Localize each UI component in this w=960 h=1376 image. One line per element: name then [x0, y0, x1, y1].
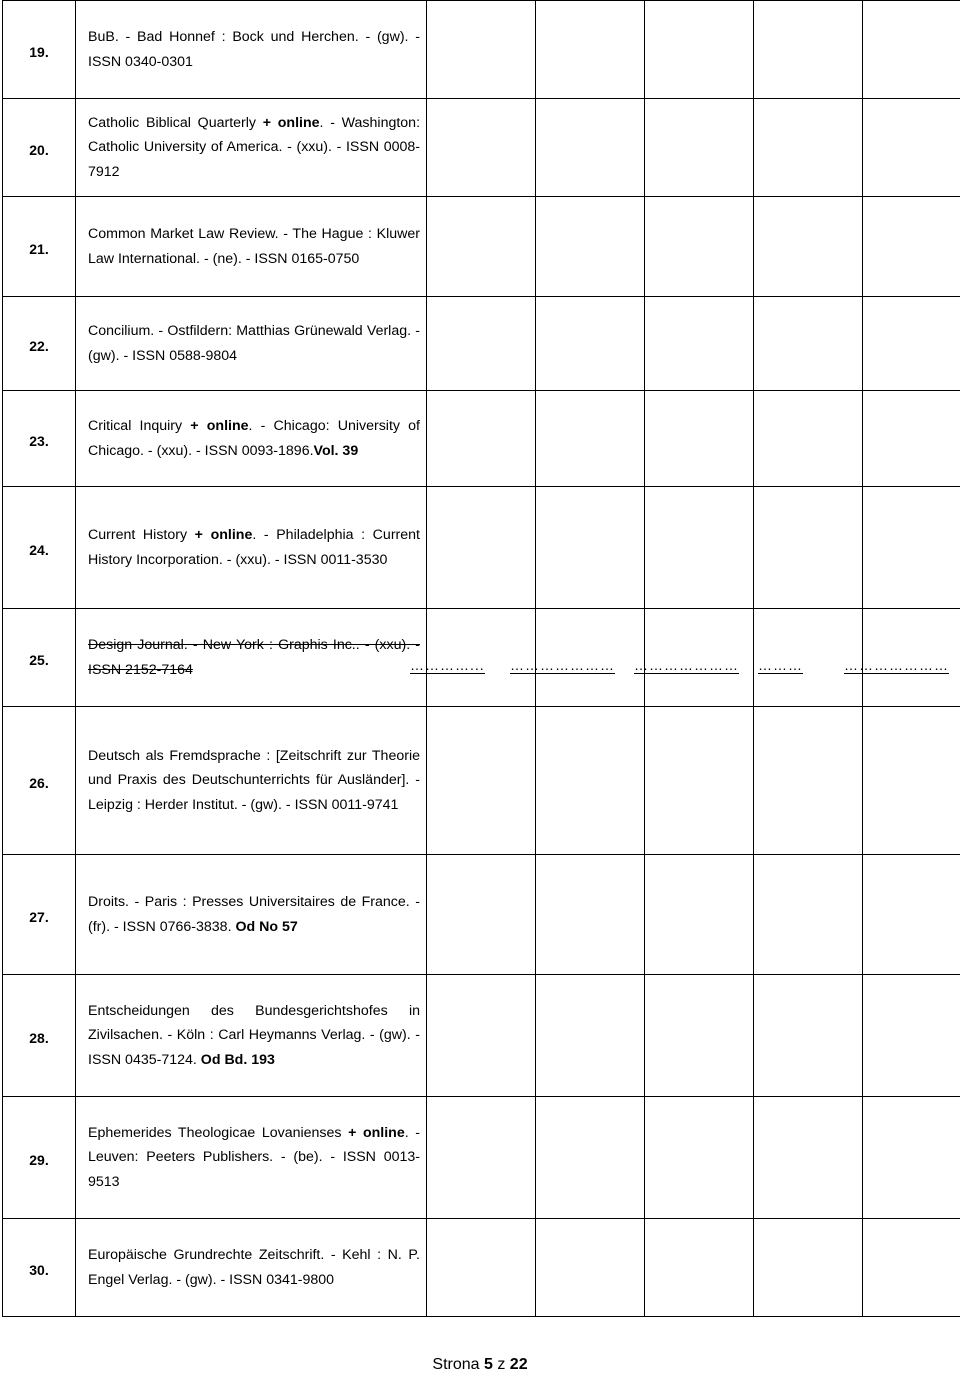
blank-cell [536, 1, 645, 99]
entry-text: Concilium. - Ostfildern: Matthias Grünewald Verlag. - (gw). - ISSN 0588-9804 [88, 323, 420, 364]
blank-cell [754, 1, 863, 99]
blank-cell [645, 1, 754, 99]
blank-cell [427, 707, 536, 855]
entry-text: Ephemerides Theologicae Lovanienses [88, 1125, 349, 1142]
blank-cell [754, 487, 863, 609]
table-row [3, 707, 960, 855]
entry-description [76, 99, 427, 197]
blank-cell [427, 197, 536, 297]
blank-cell [536, 487, 645, 609]
blank-cell [863, 1097, 960, 1219]
dotted-fill-line: ………………… [634, 657, 739, 673]
entry-text: Current History [88, 527, 195, 544]
entry-text: Europäische Grundrechte Zeitschrift. - Kehl : N. P. Engel Verlag. - (gw). - ISSN 0341-9800 [88, 1247, 420, 1288]
entry-text: . - Philadelphia : Current History Incorporation. - (xxu). - ISSN 0011-3530 [88, 527, 420, 568]
entry-text: Droits. - Paris : Presses Universitaires de France. - (fr). - ISSN 0766-3838. [88, 894, 420, 935]
blank-cell [863, 1219, 960, 1317]
entry-number: 24. [3, 487, 76, 609]
page-footer [0, 1356, 960, 1374]
blank-cell [536, 297, 645, 391]
blank-cell [863, 975, 960, 1097]
entry-description [76, 1219, 427, 1317]
blank-cell [863, 609, 960, 707]
blank-cell [645, 609, 754, 707]
blank-cell [645, 975, 754, 1097]
blank-cell [863, 99, 960, 197]
table-row [3, 391, 960, 487]
table-row [3, 487, 960, 609]
blank-cell [427, 609, 536, 707]
blank-cell [427, 99, 536, 197]
entry-number: 25. [3, 609, 76, 707]
footer-total-pages: 22 [509, 1356, 528, 1373]
table-row [3, 975, 960, 1097]
blank-cell [863, 487, 960, 609]
entry-bold-text: Od Bd. 193 [200, 1051, 275, 1068]
entry-text: Critical Inquiry [88, 418, 191, 435]
entry-description [76, 297, 427, 391]
entry-number: 29. [3, 1097, 76, 1219]
entry-description [76, 855, 427, 975]
blank-cell [536, 1219, 645, 1317]
table-row [3, 1097, 960, 1219]
entry-description [76, 609, 427, 707]
footer-prefix: Strona [432, 1356, 484, 1373]
entry-description [76, 197, 427, 297]
blank-cell [427, 297, 536, 391]
dotted-fill-line: ……… [758, 657, 803, 673]
blank-cell [427, 1, 536, 99]
blank-cell [863, 391, 960, 487]
blank-cell [754, 855, 863, 975]
dotted-fill-line: …………... [410, 657, 485, 673]
entry-description [76, 975, 427, 1097]
blank-cell [645, 391, 754, 487]
entry-bold-text: + online [194, 527, 253, 544]
entry-text: . - Leuven: Peeters Publishers. - (be). - ISSN 0013-9513 [88, 1125, 420, 1190]
footer-middle: z [492, 1356, 510, 1373]
entry-text: . - Chicago: University of Chicago. - (xxu). - ISSN 0093-1896. [88, 418, 420, 459]
entry-number: 23. [3, 391, 76, 487]
entry-text: Catholic Biblical Quarterly [88, 115, 263, 132]
entry-text: Deutsch als Fremdsprache : [Zeitschrift zur Theorie und Praxis des Deutschunterrichts für Ausländer]. - Leipzig : Herder Institut. - (gw). - ISSN 0011-9741 [88, 748, 420, 813]
blank-cell [645, 707, 754, 855]
entry-number: 27. [3, 855, 76, 975]
entry-bold-text: Vol. 39 [313, 442, 359, 459]
blank-cell [754, 609, 863, 707]
blank-cell [863, 855, 960, 975]
entry-bold-text: + online [262, 115, 320, 132]
blank-cell [754, 1097, 863, 1219]
blank-cell [645, 99, 754, 197]
blank-cell [536, 975, 645, 1097]
blank-cell [536, 1097, 645, 1219]
entry-bold-text: + online [348, 1125, 405, 1142]
footer-current-page: 5 [484, 1356, 493, 1373]
entry-description [76, 707, 427, 855]
blank-cell [427, 855, 536, 975]
blank-cell [754, 99, 863, 197]
blank-cell [427, 1097, 536, 1219]
entry-description [76, 487, 427, 609]
entry-text: . - Washington: Catholic University of America. - (xxu). - ISSN 0008-7912 [88, 115, 421, 180]
blank-cell [427, 391, 536, 487]
table-row [3, 297, 960, 391]
blank-cell [645, 1097, 754, 1219]
blank-cell [645, 197, 754, 297]
entry-number: 21. [3, 197, 76, 297]
dotted-fill-line: ………………… [510, 657, 615, 673]
entry-description [76, 391, 427, 487]
blank-cell [427, 975, 536, 1097]
journal-table [2, 0, 960, 1317]
entry-number: 22. [3, 297, 76, 391]
blank-cell [754, 1219, 863, 1317]
blank-cell [645, 297, 754, 391]
entry-number: 20. [3, 99, 76, 197]
blank-cell [863, 707, 960, 855]
blank-cell [427, 1219, 536, 1317]
table-row [3, 855, 960, 975]
blank-cell [754, 391, 863, 487]
blank-cell [754, 707, 863, 855]
blank-cell [536, 99, 645, 197]
blank-cell [645, 1219, 754, 1317]
blank-cell [536, 707, 645, 855]
entry-text: Common Market Law Review. - The Hague : Kluwer Law International. - (ne). - ISSN 0165-0750 [88, 226, 420, 267]
entry-description [76, 1, 427, 99]
blank-cell [536, 197, 645, 297]
entry-text: BuB. - Bad Honnef : Bock und Herchen. - (gw). - ISSN 0340-0301 [88, 29, 420, 70]
blank-cell [536, 855, 645, 975]
entry-number: 19. [3, 1, 76, 99]
blank-cell [863, 1, 960, 99]
blank-cell [863, 297, 960, 391]
entry-text: Entscheidungen des Bundesgerichtshofes in Zivilsachen. - Köln : Carl Heymanns Verlag. - (gw). - ISSN 0435-7124. [88, 1003, 420, 1068]
entry-bold-text: + online [190, 418, 249, 435]
entry-number: 30. [3, 1219, 76, 1317]
entry-text: Design Journal. - New York : Graphis Inc.. - (xxu). - ISSN 2152-7164 [88, 637, 420, 678]
table-row [3, 197, 960, 297]
dotted-fill-line: ………………… [844, 657, 949, 673]
blank-cell [645, 487, 754, 609]
table-row [3, 1219, 960, 1317]
table-row [3, 99, 960, 197]
blank-cell [645, 855, 754, 975]
entry-number: 26. [3, 707, 76, 855]
entry-number: 28. [3, 975, 76, 1097]
entry-description [76, 1097, 427, 1219]
blank-cell [754, 975, 863, 1097]
blank-cell [754, 197, 863, 297]
table-row [3, 1, 960, 99]
blank-cell [536, 391, 645, 487]
entry-bold-text: Od No 57 [235, 918, 298, 935]
blank-cell [427, 487, 536, 609]
blank-cell [754, 297, 863, 391]
blank-cell [863, 197, 960, 297]
table-row [3, 609, 960, 707]
blank-cell [536, 609, 645, 707]
